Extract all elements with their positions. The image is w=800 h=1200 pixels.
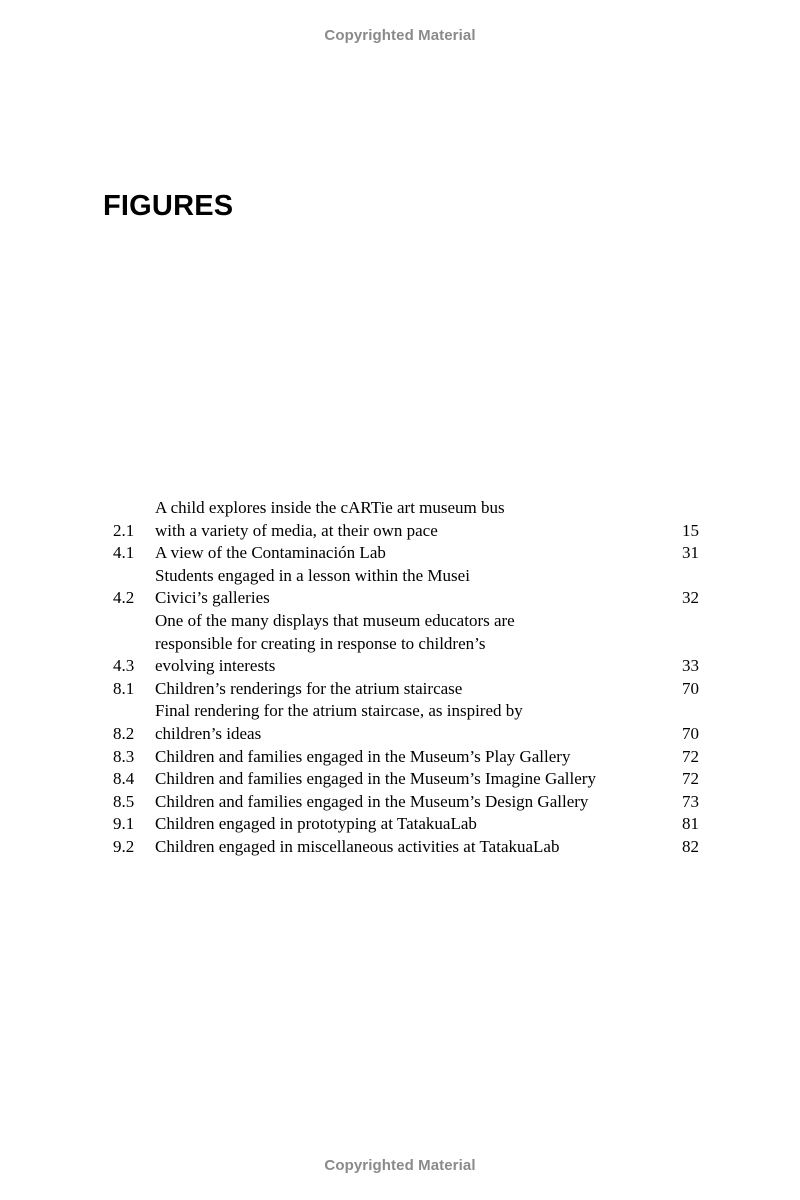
figure-entry bbox=[113, 700, 699, 745]
figure-page-number: 73 bbox=[682, 791, 699, 811]
figure-number: 8.4 bbox=[113, 769, 135, 789]
figure-page-number: 72 bbox=[682, 769, 699, 789]
figure-number: 4.1 bbox=[113, 543, 135, 563]
figure-entry bbox=[113, 836, 699, 859]
figure-number: 8.2 bbox=[113, 723, 135, 743]
figure-caption: Children engaged in miscellaneous activities at TatakuaLab bbox=[155, 836, 560, 856]
figure-entry bbox=[113, 768, 699, 791]
figure-entry bbox=[113, 746, 699, 769]
figure-caption: Children engaged in prototyping at TatakuaLab bbox=[155, 814, 477, 834]
figure-number: 9.2 bbox=[113, 836, 135, 856]
figure-page-number: 31 bbox=[682, 543, 699, 563]
figure-caption: Children’s renderings for the atrium staircase bbox=[155, 678, 463, 698]
figure-entry bbox=[113, 542, 699, 565]
copyright-watermark-top: Copyrighted Material bbox=[324, 27, 476, 44]
figure-entry bbox=[113, 565, 699, 610]
figure-entry bbox=[113, 791, 699, 814]
figure-page-number: 82 bbox=[682, 836, 699, 856]
figure-caption: Children and families engaged in the Museum’s Play Gallery bbox=[155, 746, 571, 766]
figure-number: 9.1 bbox=[113, 814, 135, 834]
figure-page-number: 70 bbox=[682, 678, 699, 698]
figure-entry bbox=[113, 813, 699, 836]
figure-entry bbox=[113, 497, 699, 542]
figure-page-number: 81 bbox=[682, 814, 699, 834]
figure-page-number: 33 bbox=[682, 656, 699, 676]
figure-caption: One of the many displays that museum educators are responsible for creating in response to children’s evolving interests bbox=[155, 610, 515, 676]
copyright-watermark-bottom: Copyrighted Material bbox=[324, 1157, 476, 1174]
figure-number: 8.5 bbox=[113, 791, 135, 811]
figure-page-number: 70 bbox=[682, 723, 699, 743]
figure-number: 8.1 bbox=[113, 678, 135, 698]
figure-caption: Students engaged in a lesson within the Musei Civici’s galleries bbox=[155, 565, 470, 608]
page-title: FIGURES bbox=[103, 190, 234, 222]
figure-entry bbox=[113, 678, 699, 701]
figure-page-number: 15 bbox=[682, 520, 699, 540]
figure-entry bbox=[113, 610, 699, 678]
figure-caption: A child explores inside the cARTie art museum bus with a variety of media, at their own pace bbox=[155, 498, 505, 540]
figure-caption: A view of the Contaminación Lab bbox=[155, 543, 386, 563]
figure-number: 8.3 bbox=[113, 746, 135, 766]
figure-number: 2.1 bbox=[113, 520, 135, 540]
figure-caption: Children and families engaged in the Museum’s Imagine Gallery bbox=[155, 769, 596, 789]
figure-page-number: 32 bbox=[682, 588, 699, 608]
figure-caption: Children and families engaged in the Museum’s Design Gallery bbox=[155, 791, 589, 811]
figure-page-number: 72 bbox=[682, 746, 699, 766]
figure-number: 4.3 bbox=[113, 656, 135, 676]
figure-caption: Final rendering for the atrium staircase, as inspired by children’s ideas bbox=[155, 701, 523, 743]
figure-number: 4.2 bbox=[113, 588, 135, 608]
figures-list bbox=[113, 497, 699, 859]
